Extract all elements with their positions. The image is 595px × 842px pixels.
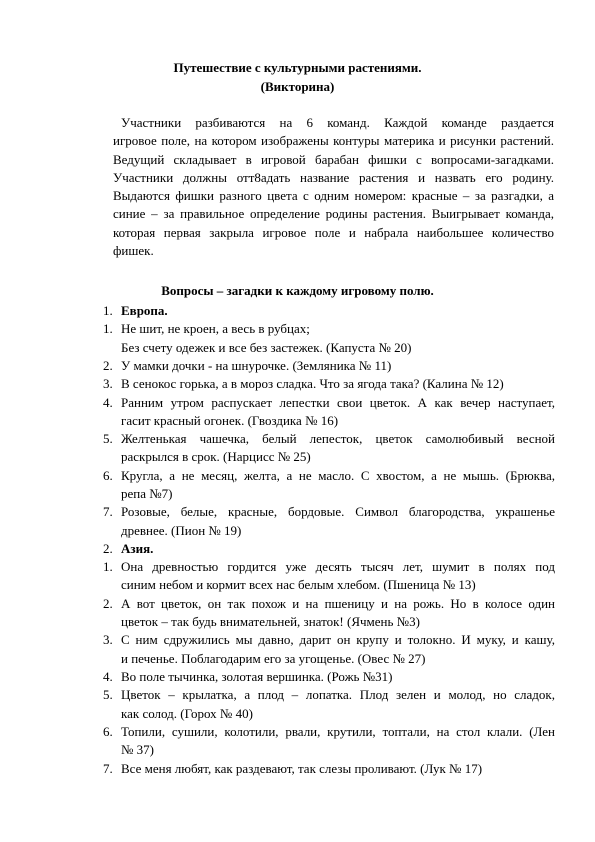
text-line: Топили, сушили, колотили, рвали, крутили, топтали, на стол клали. (Лен — [121, 723, 555, 739]
riddle-text — [121, 320, 555, 357]
riddle-text — [121, 558, 555, 595]
intro-line: игровое поле, на котором изображены контуры материка и рисунки растений. — [113, 133, 554, 149]
section-title: Вопросы – загадки к каждому игровому полю. — [161, 283, 434, 298]
continent-label — [121, 540, 555, 558]
riddle-text — [121, 668, 555, 686]
riddle-text — [121, 760, 555, 778]
item-number: 7. — [103, 760, 113, 776]
intro-line: фишек. — [113, 243, 154, 259]
riddle-text — [121, 631, 555, 668]
text-line: Без счету одежек и все без застежек. (Капуста № 20) — [121, 339, 412, 355]
riddle-text — [121, 503, 555, 540]
text-line: Ранним утром распускает лепестки свои цветок. А как вечер наступает, — [121, 394, 555, 410]
text-line: цветок – так будь внимательней, знаток! (Ячмень №3) — [121, 614, 420, 630]
text-line: синим небом и кормит всех нас белым хлебом. (Пшеница № 13) — [121, 577, 476, 593]
item-number: 5. — [103, 687, 113, 703]
intro-line: Ведущий складывает в игровой барабан фишки с вопросами-загадками. — [113, 151, 554, 167]
item-number: 5. — [103, 431, 113, 447]
riddle-text — [121, 430, 555, 467]
intro-line: синие – за правильное определение родины растения. Выигрывает команда, — [113, 206, 554, 222]
text-line: У мамки дочки - на шнурочке. (Земляника № 11) — [121, 357, 392, 373]
item-number: 1. — [103, 559, 113, 575]
text-line: А вот цветок, он так похож и на пшеницу и на рожь. Но в колосе один — [121, 595, 555, 611]
item-number: 6. — [103, 467, 113, 483]
riddle-text — [121, 375, 555, 393]
riddle-text — [121, 686, 555, 723]
item-number: 3. — [103, 376, 113, 392]
text-line: как солод. (Горох № 40) — [121, 705, 253, 721]
text-line: Европа. — [121, 303, 168, 318]
text-line: и печенье. Поблагодарим его за угощенье. (Овес № 27) — [121, 650, 426, 666]
text-line: древнее. (Пион № 19) — [121, 522, 242, 538]
intro-paragraph — [113, 114, 554, 260]
intro-line: Участники разбиваются на 6 команд. Каждой команде раздается — [121, 115, 554, 130]
item-number: 6. — [103, 723, 113, 739]
text-line: Розовые, белые, красные, бордовые. Символ благородства, украшенье — [121, 504, 555, 520]
text-line: репа №7) — [121, 485, 173, 501]
text-line: В сенокос горька, а в мороз сладка. Что за ягода така? (Калина № 12) — [121, 376, 504, 392]
item-number: 1. — [103, 321, 113, 337]
riddle-text — [121, 595, 555, 632]
text-line: № 37) — [121, 742, 154, 758]
text-line: Во поле тычинка, золотая вершинка. (Рожь №31) — [121, 669, 393, 684]
text-line: гасит красный огонек. (Гвоздика № 16) — [121, 412, 339, 428]
text-line: раскрылся в срок. (Нарцисс № 25) — [121, 449, 311, 465]
continent-label — [121, 302, 555, 320]
text-line: Желтенькая чашечка, белый лепесток, цветок самолюбивый весной — [121, 431, 555, 447]
document-title: Путешествие с культурными растениями. — [173, 60, 422, 75]
item-number: 3. — [103, 632, 113, 648]
intro-line: которая первая закрыла игровое поле и набрала наибольшее количество — [113, 224, 554, 240]
text-line: Не шит, не кроен, а весь в рубцах; — [121, 321, 310, 337]
item-number: 4. — [103, 669, 113, 684]
item-number: 1. — [103, 303, 113, 318]
item-number: 2. — [103, 357, 113, 373]
riddle-text — [121, 357, 555, 375]
text-line: С ним сдружились мы давно, дарит он крупу и толокно. И муку, и кашу, — [121, 632, 555, 648]
text-line: Кругла, а не месяц, желта, а не масло. С хвостом, а не мышь. (Брюква, — [121, 467, 555, 483]
text-line: Цветок – крылатка, а плод – лопатка. Плод зелен и молод, но сладок, — [121, 687, 555, 703]
text-line: Она древностью гордится уже десять тысяч лет, шумит в полях под — [121, 559, 555, 575]
riddle-text — [121, 394, 555, 431]
document-subtitle: (Викторина) — [260, 79, 335, 94]
item-number: 2. — [103, 595, 113, 611]
riddle-text — [121, 467, 555, 504]
text-line: Все меня любят, как раздевают, так слезы проливают. (Лук № 17) — [121, 760, 483, 776]
text-line: Азия. — [121, 540, 154, 556]
item-number: 2. — [103, 540, 113, 556]
item-number: 4. — [103, 394, 113, 410]
riddle-text — [121, 723, 555, 760]
intro-line: Выдаются фишки разного цвета с одним номером: красные – за разгадки, а — [113, 188, 554, 204]
intro-line: Участники должны отт8адать название растения и назвать его родину. — [113, 169, 554, 185]
item-number: 7. — [103, 504, 113, 520]
